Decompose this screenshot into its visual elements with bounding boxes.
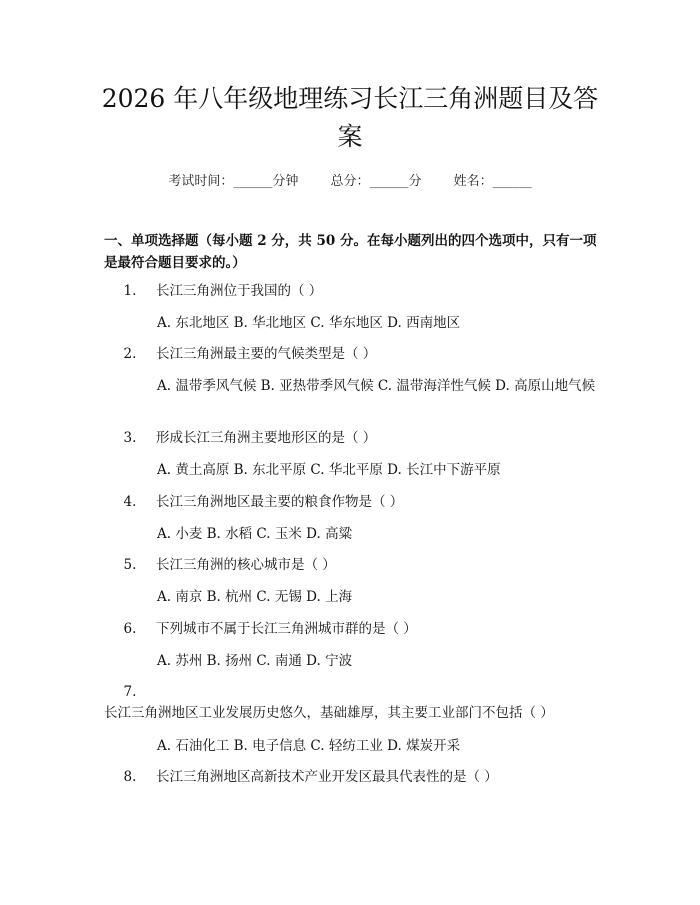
question-stem-2	[104, 344, 604, 365]
document-title: 2026 年八年级地理练习长江三角洲题目及答案	[101, 84, 599, 151]
student-name: 姓名：______	[453, 174, 532, 189]
options-text: A. 温带季风气候 B. 亚热带季风气候 C. 温带海洋性气候 D. 高原山地气候	[157, 378, 596, 394]
exam-meta	[0, 170, 700, 189]
question-number: 3.	[123, 430, 137, 446]
question-stem-7	[104, 682, 604, 724]
question-stem-3	[104, 428, 604, 449]
section-title: 一、单项选择题（每小题 2 分，共 50 分。在每小题列出的四个选项中，只有一项是最符合题目要求的。）	[104, 233, 597, 271]
question-number: 1.	[123, 283, 137, 299]
question-stem-8	[104, 767, 604, 788]
total-score: 总分：______分	[330, 174, 422, 189]
question-text: 下列城市不属于长江三角洲城市群的是（ ）	[156, 621, 417, 637]
question-text: 长江三角洲地区高新技术产业开发区最具代表性的是（ ）	[156, 769, 498, 785]
question-number: 6.	[123, 621, 137, 637]
question-number: 5.	[123, 557, 137, 573]
question-number: 2.	[123, 346, 137, 362]
question-options-4	[104, 524, 604, 545]
options-text: A. 苏州 B. 扬州 C. 南通 D. 宁波	[157, 653, 353, 669]
question-number: 7.	[123, 684, 137, 700]
options-text: A. 黄土高原 B. 东北平原 C. 华北平原 D. 长江中下游平原	[157, 462, 501, 478]
question-stem-1	[104, 281, 604, 302]
question-options-5	[104, 587, 604, 608]
question-text: 长江三角洲地区最主要的粮食作物是（ ）	[156, 494, 404, 510]
question-text: 长江三角洲的核心城市是（ ）	[156, 557, 336, 573]
question-options-1	[104, 313, 604, 334]
question-stem-6	[104, 619, 604, 640]
question-number: 8.	[123, 769, 137, 785]
question-options-3	[104, 460, 604, 481]
question-number: 4.	[123, 494, 137, 510]
question-options-6	[104, 651, 604, 672]
question-options-2	[104, 376, 604, 397]
question-text: 长江三角洲位于我国的（ ）	[156, 283, 323, 299]
options-text: A. 小麦 B. 水稻 C. 玉米 D. 高粱	[157, 526, 353, 542]
question-options-7	[104, 736, 604, 757]
question-text: 形成长江三角洲主要地形区的是（ ）	[156, 430, 377, 446]
question-text: 长江三角洲地区工业发展历史悠久，基础雄厚，其主要工业部门不包括（ ）	[104, 705, 554, 721]
question-stem-4	[104, 492, 604, 513]
options-text: A. 南京 B. 杭州 C. 无锡 D. 上海	[157, 589, 353, 605]
options-text: A. 石油化工 B. 电子信息 C. 轻纺工业 D. 煤炭开采	[157, 738, 461, 754]
question-stem-5	[104, 555, 604, 576]
question-text: 长江三角洲最主要的气候类型是（ ）	[156, 346, 377, 362]
exam-time: 考试时间：______分钟	[168, 174, 299, 189]
options-text: A. 东北地区 B. 华北地区 C. 华东地区 D. 西南地区	[157, 315, 461, 331]
